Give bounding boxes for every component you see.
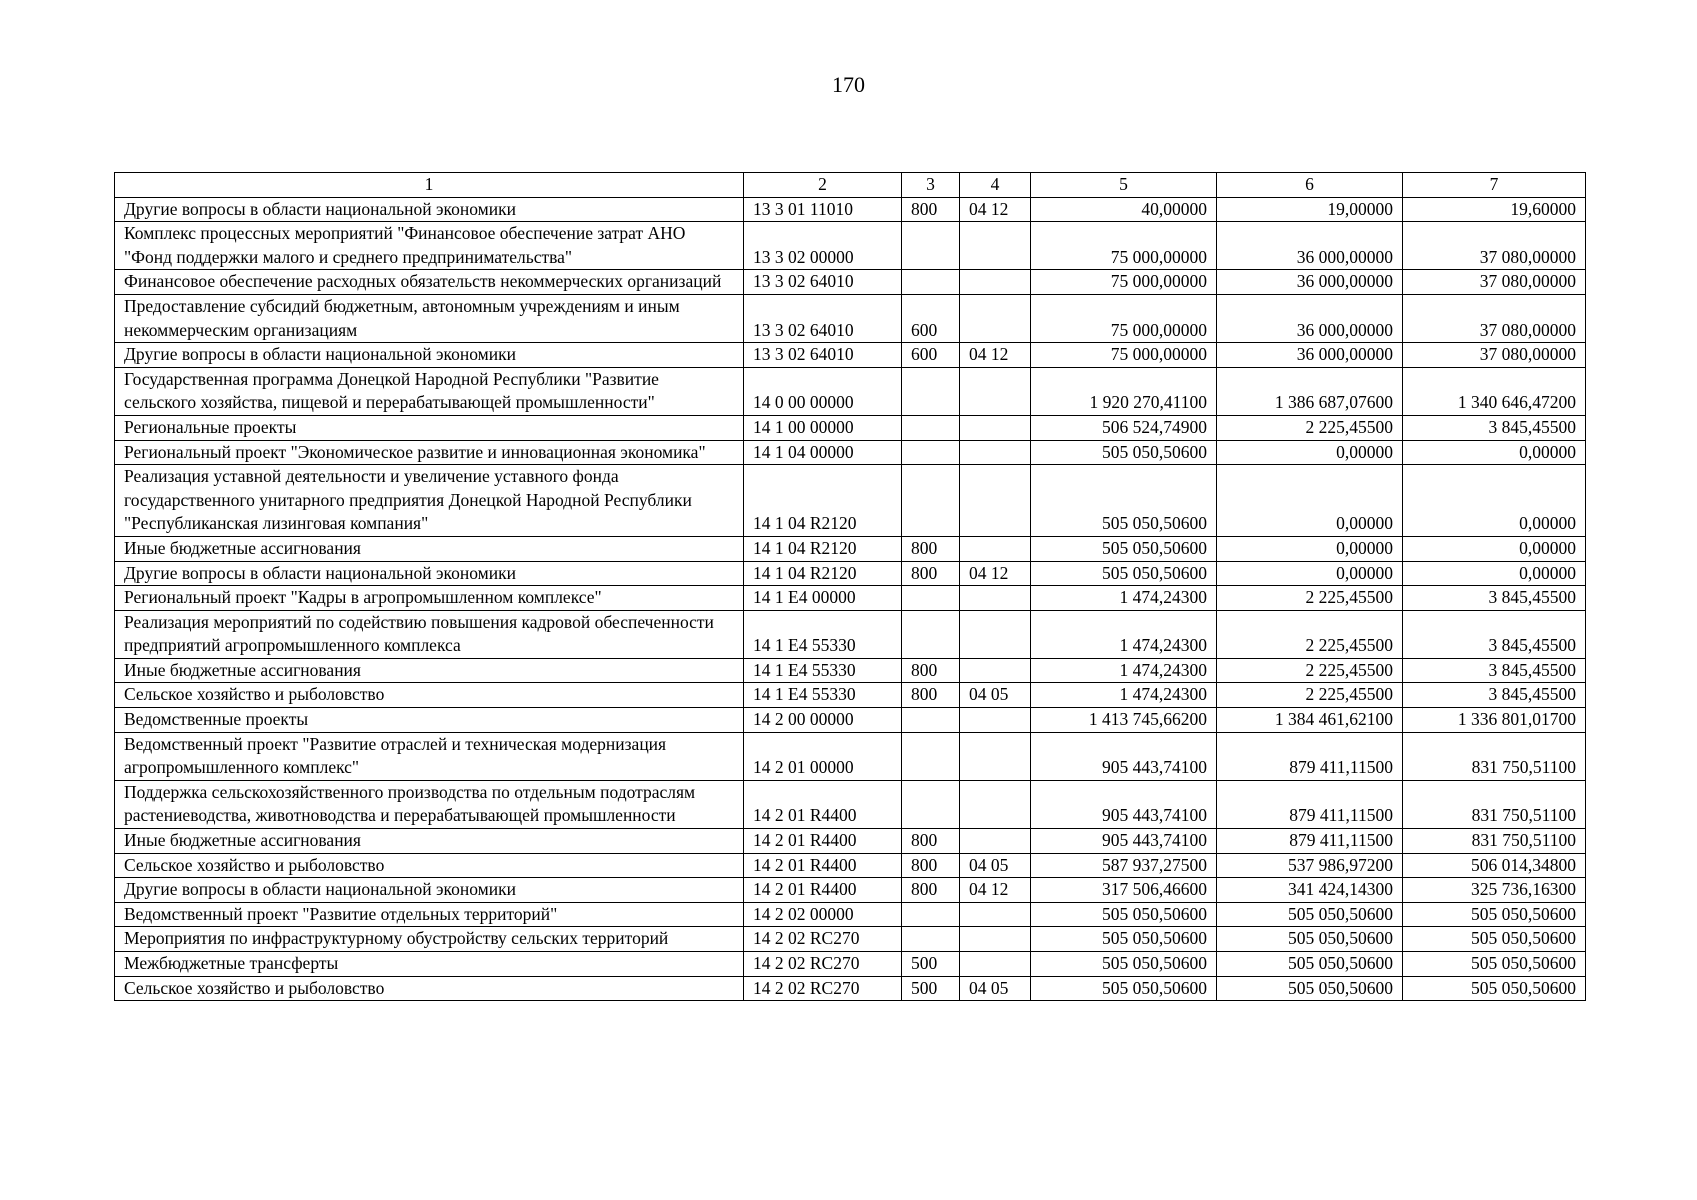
expense-type-code xyxy=(902,440,960,465)
amount-col-5: 505 050,50600 xyxy=(1031,927,1217,952)
section-code xyxy=(960,465,1031,537)
section-code: 04 12 xyxy=(960,561,1031,586)
amount-col-7: 3 845,45500 xyxy=(1403,415,1586,440)
expense-type-code xyxy=(902,586,960,611)
expense-type-code: 800 xyxy=(902,536,960,561)
target-article-code: 14 1 E4 55330 xyxy=(744,683,902,708)
table-row xyxy=(115,708,1586,733)
target-article-code: 14 1 00 00000 xyxy=(744,415,902,440)
amount-col-6: 879 411,11500 xyxy=(1217,829,1403,854)
table-row xyxy=(115,415,1586,440)
amount-col-5: 505 050,50600 xyxy=(1031,902,1217,927)
target-article-code: 13 3 02 00000 xyxy=(744,222,902,270)
table-row xyxy=(115,440,1586,465)
section-code: 04 12 xyxy=(960,197,1031,222)
table-row xyxy=(115,952,1586,977)
section-code xyxy=(960,270,1031,295)
section-code xyxy=(960,415,1031,440)
amount-col-5: 905 443,74100 xyxy=(1031,732,1217,780)
target-article-code: 14 2 01 00000 xyxy=(744,732,902,780)
amount-col-6: 0,00000 xyxy=(1217,465,1403,537)
amount-col-6: 36 000,00000 xyxy=(1217,343,1403,368)
amount-col-5: 75 000,00000 xyxy=(1031,222,1217,270)
amount-col-5: 1 920 270,41100 xyxy=(1031,367,1217,415)
table-body xyxy=(115,197,1586,1001)
amount-col-5: 905 443,74100 xyxy=(1031,780,1217,828)
amount-col-7: 37 080,00000 xyxy=(1403,222,1586,270)
item-name: Ведомственные проекты xyxy=(115,708,744,733)
table-row xyxy=(115,927,1586,952)
expense-type-code: 800 xyxy=(902,658,960,683)
amount-col-6: 2 225,45500 xyxy=(1217,610,1403,658)
amount-col-7: 19,60000 xyxy=(1403,197,1586,222)
amount-col-5: 905 443,74100 xyxy=(1031,829,1217,854)
expense-type-code xyxy=(902,465,960,537)
amount-col-5: 75 000,00000 xyxy=(1031,343,1217,368)
item-name: Ведомственный проект "Развитие отдельных территорий" xyxy=(115,902,744,927)
expense-type-code xyxy=(902,367,960,415)
section-code xyxy=(960,902,1031,927)
section-code xyxy=(960,658,1031,683)
amount-col-5: 1 413 745,66200 xyxy=(1031,708,1217,733)
section-code xyxy=(960,927,1031,952)
column-number-header-row xyxy=(115,173,1586,198)
item-name: Другие вопросы в области национальной экономики xyxy=(115,561,744,586)
item-name: Другие вопросы в области национальной экономики xyxy=(115,878,744,903)
item-name: Другие вопросы в области национальной экономики xyxy=(115,343,744,368)
target-article-code: 14 1 04 R2120 xyxy=(744,465,902,537)
expense-type-code xyxy=(902,732,960,780)
table-row xyxy=(115,270,1586,295)
amount-col-7: 37 080,00000 xyxy=(1403,294,1586,342)
target-article-code: 13 3 02 64010 xyxy=(744,343,902,368)
amount-col-6: 537 986,97200 xyxy=(1217,853,1403,878)
expense-type-code xyxy=(902,415,960,440)
amount-col-6: 2 225,45500 xyxy=(1217,683,1403,708)
section-code xyxy=(960,732,1031,780)
amount-col-6: 36 000,00000 xyxy=(1217,294,1403,342)
amount-col-5: 75 000,00000 xyxy=(1031,294,1217,342)
table-row xyxy=(115,222,1586,270)
column-header: 7 xyxy=(1403,173,1586,198)
expense-type-code xyxy=(902,610,960,658)
amount-col-7: 506 014,34800 xyxy=(1403,853,1586,878)
amount-col-7: 505 050,50600 xyxy=(1403,952,1586,977)
amount-col-7: 3 845,45500 xyxy=(1403,586,1586,611)
amount-col-6: 879 411,11500 xyxy=(1217,732,1403,780)
target-article-code: 14 2 00 00000 xyxy=(744,708,902,733)
section-code xyxy=(960,222,1031,270)
section-code xyxy=(960,536,1031,561)
amount-col-5: 1 474,24300 xyxy=(1031,610,1217,658)
amount-col-6: 1 386 687,07600 xyxy=(1217,367,1403,415)
section-code xyxy=(960,440,1031,465)
item-name: Реализация мероприятий по содействию повышения кадровой обеспеченности предприятий агропромышленного комплекса xyxy=(115,610,744,658)
section-code: 04 12 xyxy=(960,343,1031,368)
amount-col-7: 37 080,00000 xyxy=(1403,343,1586,368)
expense-type-code: 800 xyxy=(902,197,960,222)
amount-col-7: 0,00000 xyxy=(1403,536,1586,561)
table-row xyxy=(115,829,1586,854)
item-name: Межбюджетные трансферты xyxy=(115,952,744,977)
table-row xyxy=(115,780,1586,828)
expense-type-code: 800 xyxy=(902,829,960,854)
table-row xyxy=(115,197,1586,222)
amount-col-6: 19,00000 xyxy=(1217,197,1403,222)
expense-type-code xyxy=(902,927,960,952)
section-code xyxy=(960,829,1031,854)
target-article-code: 14 0 00 00000 xyxy=(744,367,902,415)
amount-col-5: 587 937,27500 xyxy=(1031,853,1217,878)
expense-type-code xyxy=(902,780,960,828)
amount-col-7: 831 750,51100 xyxy=(1403,780,1586,828)
item-name: Сельское хозяйство и рыболовство xyxy=(115,853,744,878)
target-article-code: 14 2 01 R4400 xyxy=(744,878,902,903)
section-code xyxy=(960,586,1031,611)
column-header: 4 xyxy=(960,173,1031,198)
target-article-code: 13 3 02 64010 xyxy=(744,294,902,342)
amount-col-5: 505 050,50600 xyxy=(1031,561,1217,586)
amount-col-7: 831 750,51100 xyxy=(1403,732,1586,780)
table-row xyxy=(115,610,1586,658)
expense-type-code: 500 xyxy=(902,976,960,1001)
amount-col-5: 75 000,00000 xyxy=(1031,270,1217,295)
amount-col-7: 3 845,45500 xyxy=(1403,610,1586,658)
table-row xyxy=(115,976,1586,1001)
amount-col-7: 325 736,16300 xyxy=(1403,878,1586,903)
column-header: 6 xyxy=(1217,173,1403,198)
table-row xyxy=(115,878,1586,903)
item-name: Другие вопросы в области национальной экономики xyxy=(115,197,744,222)
amount-col-7: 505 050,50600 xyxy=(1403,976,1586,1001)
amount-col-6: 0,00000 xyxy=(1217,536,1403,561)
expense-type-code: 500 xyxy=(902,952,960,977)
amount-col-5: 505 050,50600 xyxy=(1031,952,1217,977)
target-article-code: 14 2 02 RC270 xyxy=(744,952,902,977)
amount-col-5: 505 050,50600 xyxy=(1031,976,1217,1001)
budget-table xyxy=(114,172,1586,1001)
item-name: Поддержка сельскохозяйственного производства по отдельным подотраслям растениеводства, животноводства и перерабатывающей промышленности xyxy=(115,780,744,828)
amount-col-7: 505 050,50600 xyxy=(1403,927,1586,952)
target-article-code: 14 2 02 RC270 xyxy=(744,976,902,1001)
expense-type-code: 800 xyxy=(902,561,960,586)
target-article-code: 13 3 01 11010 xyxy=(744,197,902,222)
target-article-code: 13 3 02 64010 xyxy=(744,270,902,295)
item-name: Комплекс процессных мероприятий "Финансовое обеспечение затрат АНО "Фонд поддержки малого и среднего предпринимательства" xyxy=(115,222,744,270)
amount-col-6: 505 050,50600 xyxy=(1217,927,1403,952)
target-article-code: 14 1 E4 55330 xyxy=(744,610,902,658)
amount-col-5: 1 474,24300 xyxy=(1031,683,1217,708)
item-name: Сельское хозяйство и рыболовство xyxy=(115,683,744,708)
table-row xyxy=(115,732,1586,780)
section-code: 04 05 xyxy=(960,853,1031,878)
amount-col-7: 0,00000 xyxy=(1403,561,1586,586)
target-article-code: 14 2 01 R4400 xyxy=(744,780,902,828)
amount-col-5: 40,00000 xyxy=(1031,197,1217,222)
amount-col-5: 506 524,74900 xyxy=(1031,415,1217,440)
item-name: Мероприятия по инфраструктурному обустройству сельских территорий xyxy=(115,927,744,952)
amount-col-5: 505 050,50600 xyxy=(1031,536,1217,561)
amount-col-6: 505 050,50600 xyxy=(1217,952,1403,977)
amount-col-7: 37 080,00000 xyxy=(1403,270,1586,295)
expense-type-code xyxy=(902,708,960,733)
amount-col-5: 1 474,24300 xyxy=(1031,658,1217,683)
amount-col-6: 2 225,45500 xyxy=(1217,415,1403,440)
amount-col-5: 317 506,46600 xyxy=(1031,878,1217,903)
column-header: 5 xyxy=(1031,173,1217,198)
expense-type-code xyxy=(902,222,960,270)
item-name: Государственная программа Донецкой Народной Республики "Развитие сельского хозяйства, пищевой и перерабатывающей промышленности" xyxy=(115,367,744,415)
table-row xyxy=(115,536,1586,561)
table-row xyxy=(115,658,1586,683)
page-number: 170 xyxy=(832,72,865,97)
item-name: Иные бюджетные ассигнования xyxy=(115,829,744,854)
item-name: Иные бюджетные ассигнования xyxy=(115,658,744,683)
target-article-code: 14 1 E4 00000 xyxy=(744,586,902,611)
item-name: Предоставление субсидий бюджетным, автономным учреждениям и иным некоммерческим организациям xyxy=(115,294,744,342)
table-row xyxy=(115,561,1586,586)
amount-col-7: 3 845,45500 xyxy=(1403,658,1586,683)
table-row xyxy=(115,683,1586,708)
target-article-code: 14 1 04 R2120 xyxy=(744,536,902,561)
amount-col-7: 3 845,45500 xyxy=(1403,683,1586,708)
expense-type-code: 800 xyxy=(902,853,960,878)
target-article-code: 14 2 01 R4400 xyxy=(744,853,902,878)
expense-type-code: 800 xyxy=(902,878,960,903)
item-name: Сельское хозяйство и рыболовство xyxy=(115,976,744,1001)
amount-col-5: 1 474,24300 xyxy=(1031,586,1217,611)
table-row xyxy=(115,586,1586,611)
section-code xyxy=(960,367,1031,415)
amount-col-6: 36 000,00000 xyxy=(1217,222,1403,270)
section-code: 04 05 xyxy=(960,683,1031,708)
table-row xyxy=(115,853,1586,878)
amount-col-6: 505 050,50600 xyxy=(1217,902,1403,927)
amount-col-7: 505 050,50600 xyxy=(1403,902,1586,927)
amount-col-6: 36 000,00000 xyxy=(1217,270,1403,295)
target-article-code: 14 1 04 R2120 xyxy=(744,561,902,586)
amount-col-7: 0,00000 xyxy=(1403,440,1586,465)
section-code xyxy=(960,294,1031,342)
table-row xyxy=(115,343,1586,368)
section-code xyxy=(960,708,1031,733)
expense-type-code: 800 xyxy=(902,683,960,708)
item-name: Иные бюджетные ассигнования xyxy=(115,536,744,561)
amount-col-5: 505 050,50600 xyxy=(1031,440,1217,465)
column-header: 1 xyxy=(115,173,744,198)
amount-col-7: 1 336 801,01700 xyxy=(1403,708,1586,733)
target-article-code: 14 2 02 00000 xyxy=(744,902,902,927)
column-header: 3 xyxy=(902,173,960,198)
target-article-code: 14 1 E4 55330 xyxy=(744,658,902,683)
item-name: Региональные проекты xyxy=(115,415,744,440)
amount-col-6: 0,00000 xyxy=(1217,440,1403,465)
section-code xyxy=(960,780,1031,828)
amount-col-7: 1 340 646,47200 xyxy=(1403,367,1586,415)
amount-col-7: 831 750,51100 xyxy=(1403,829,1586,854)
table-row xyxy=(115,902,1586,927)
section-code: 04 05 xyxy=(960,976,1031,1001)
amount-col-6: 2 225,45500 xyxy=(1217,586,1403,611)
column-header: 2 xyxy=(744,173,902,198)
table-row xyxy=(115,367,1586,415)
amount-col-6: 879 411,11500 xyxy=(1217,780,1403,828)
section-code xyxy=(960,952,1031,977)
amount-col-6: 505 050,50600 xyxy=(1217,976,1403,1001)
expense-type-code xyxy=(902,902,960,927)
expense-type-code: 600 xyxy=(902,294,960,342)
item-name: Региональный проект "Экономическое развитие и инновационная экономика" xyxy=(115,440,744,465)
expense-type-code xyxy=(902,270,960,295)
section-code xyxy=(960,610,1031,658)
target-article-code: 14 2 02 RC270 xyxy=(744,927,902,952)
amount-col-6: 2 225,45500 xyxy=(1217,658,1403,683)
target-article-code: 14 1 04 00000 xyxy=(744,440,902,465)
section-code: 04 12 xyxy=(960,878,1031,903)
amount-col-6: 0,00000 xyxy=(1217,561,1403,586)
amount-col-6: 341 424,14300 xyxy=(1217,878,1403,903)
item-name: Финансовое обеспечение расходных обязательств некоммерческих организаций xyxy=(115,270,744,295)
table-row xyxy=(115,294,1586,342)
amount-col-5: 505 050,50600 xyxy=(1031,465,1217,537)
item-name: Реализация уставной деятельности и увеличение уставного фонда государственного унитарного предприятия Донецкой Народной Республики "Республиканская лизинговая компания" xyxy=(115,465,744,537)
amount-col-7: 0,00000 xyxy=(1403,465,1586,537)
expense-type-code: 600 xyxy=(902,343,960,368)
table-row xyxy=(115,465,1586,537)
target-article-code: 14 2 01 R4400 xyxy=(744,829,902,854)
amount-col-6: 1 384 461,62100 xyxy=(1217,708,1403,733)
item-name: Региональный проект "Кадры в агропромышленном комплексе" xyxy=(115,586,744,611)
item-name: Ведомственный проект "Развитие отраслей и техническая модернизация агропромышленного комплекс" xyxy=(115,732,744,780)
